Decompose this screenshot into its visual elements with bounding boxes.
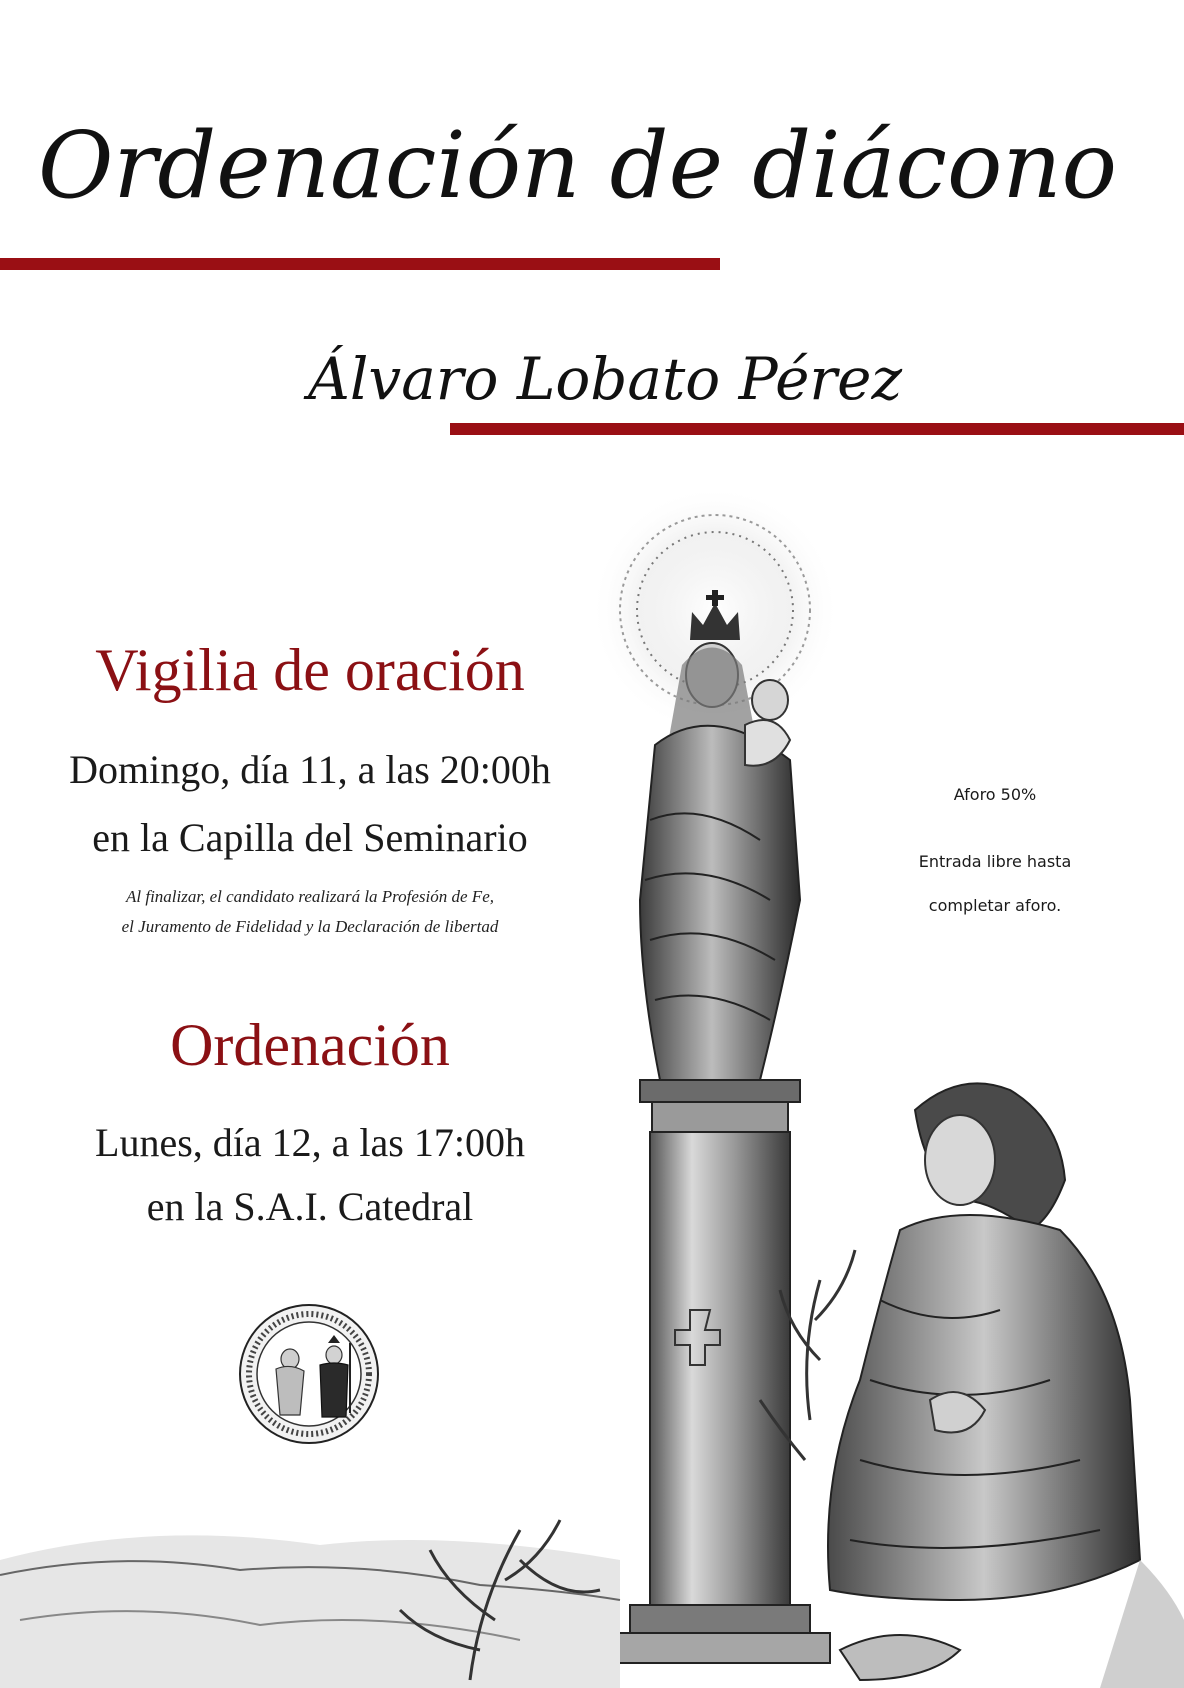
title-underline — [0, 258, 720, 270]
pillar — [610, 1132, 830, 1663]
name-underline — [450, 423, 1184, 435]
ordination-place: en la S.A.I. Catedral — [146, 1184, 474, 1229]
capacity-title: Aforo 50% — [953, 785, 1037, 804]
seminary-seal — [238, 1303, 380, 1445]
ordination-heading: Ordenación — [170, 1012, 450, 1078]
vigil-note-line1: Al finalizar, el candidato realizará la Profesión de Fe, — [126, 887, 494, 906]
capacity-line2: completar aforo. — [928, 896, 1062, 915]
kneeling-figure — [828, 1083, 1140, 1680]
vigil-date: Domingo, día 11, a las 20:00h — [69, 747, 551, 792]
pillar-capital — [640, 1080, 800, 1132]
candidate-name: Álvaro Lobato Pérez — [308, 345, 903, 413]
poster-title: Ordenación de diácono — [38, 112, 1117, 219]
ordination-date: Lunes, día 12, a las 17:00h — [95, 1120, 525, 1165]
capacity-line1: Entrada libre hasta — [918, 852, 1072, 871]
vigil-note-line2: el Juramento de Fidelidad y la Declaración de libertad — [121, 917, 499, 936]
vigil-place: en la Capilla del Seminario — [92, 815, 528, 860]
vigil-heading: Vigilia de oración — [95, 637, 525, 703]
